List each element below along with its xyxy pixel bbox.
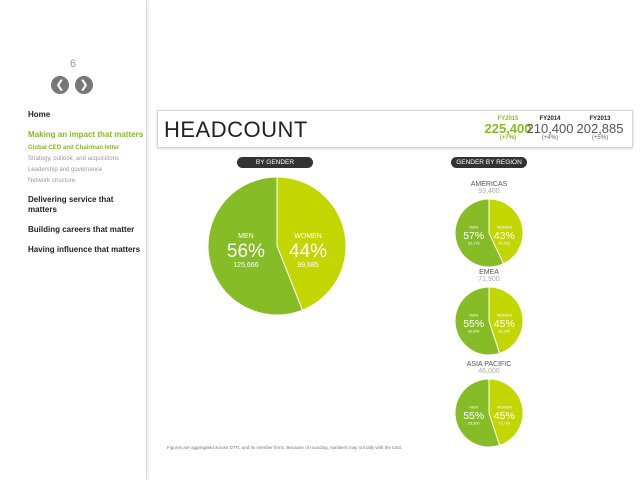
menu-item-service[interactable]: Delivering service that matters <box>28 195 114 214</box>
fy2014-stat <box>524 116 576 141</box>
women-label: WOMEN <box>294 233 322 240</box>
fy2013-change: (+5%) <box>591 135 609 141</box>
fy2015-label: FY2015 <box>497 116 519 122</box>
region-name: AMERICAS <box>470 181 508 188</box>
men-label: MEN <box>469 405 478 410</box>
menu-item-home[interactable]: Home <box>28 110 51 119</box>
region-name: EMEA <box>479 269 499 276</box>
men-label: MEN <box>469 225 478 230</box>
submenu-item-leadership[interactable]: Leadership and governance <box>28 167 103 173</box>
by-gender-label: BY GENDER <box>237 157 313 168</box>
fy2015-value: 225,400 <box>484 121 532 136</box>
submenu-impact <box>28 144 144 185</box>
menu-item-careers[interactable]: Building careers that matter <box>28 225 135 234</box>
page-title: HEADCOUNT <box>164 117 308 142</box>
region-title-emea <box>449 269 529 283</box>
region-total: 46,000 <box>478 368 500 375</box>
headcount-header <box>157 110 633 148</box>
region-total: 71,900 <box>478 276 500 283</box>
men-label: MEN <box>238 233 254 240</box>
women-percent: 43% <box>493 231 515 243</box>
submenu-item-strategy[interactable]: Strategy, outlook, and acquisitions <box>28 156 119 162</box>
menu-item-influence[interactable]: Having influence that matters <box>28 245 141 254</box>
nav-menu <box>28 110 144 265</box>
gender-pie-chart <box>207 176 347 316</box>
women-percent: 45% <box>493 411 515 423</box>
sidebar <box>0 0 147 480</box>
men-percent: 55% <box>463 319 485 331</box>
submenu-item-network[interactable]: Network structure <box>28 178 76 184</box>
men-percent: 57% <box>463 231 485 243</box>
fy2013-value: 202,885 <box>576 121 624 136</box>
women-label: WOMEN <box>496 405 512 410</box>
women-label: WOMEN <box>496 225 512 230</box>
emea-pie-chart <box>454 286 524 356</box>
men-count: 25,300 <box>467 421 480 426</box>
region-name: ASIA PACIFIC <box>466 361 512 368</box>
chevron-left-icon[interactable]: ❮ <box>51 76 69 94</box>
page-number: 6 <box>69 58 77 70</box>
region-total: 93,400 <box>478 188 500 195</box>
fy2014-label: FY2014 <box>539 116 561 122</box>
men-percent: 56% <box>226 241 265 262</box>
asia-pacific-pie-chart <box>454 378 524 448</box>
women-percent: 45% <box>493 319 515 331</box>
fy2013-stat <box>574 116 626 141</box>
fy2014-change: (+4%) <box>541 135 559 141</box>
women-count: 32,294 <box>498 329 511 334</box>
men-count: 125,666 <box>233 262 259 269</box>
menu-item-impact[interactable]: Making an impact that matters <box>28 130 144 139</box>
women-count: 20,700 <box>498 421 511 426</box>
women-count: 40,222 <box>498 241 511 246</box>
by-region-label: GENDER BY REGION <box>451 157 527 168</box>
women-percent: 44% <box>289 241 328 262</box>
men-percent: 55% <box>463 411 485 423</box>
men-label: MEN <box>469 313 478 318</box>
main-content <box>147 0 640 480</box>
chevron-right-icon[interactable]: ❯ <box>75 76 93 94</box>
region-title-asia-pacific <box>449 361 529 375</box>
region-title-americas <box>449 181 529 195</box>
fy2015-change: (+7%) <box>499 135 517 141</box>
submenu-item-ceo-letter[interactable]: Global CEO and Chairman letter <box>28 145 120 151</box>
men-count: 39,606 <box>467 329 480 334</box>
fy2013-label: FY2013 <box>589 116 611 122</box>
men-count: 53,178 <box>467 241 480 246</box>
footnote: Figures are aggregated across DTTL and its member firms. Because of rounding, numbers may not tally with the total. <box>167 445 402 450</box>
women-count: 99,685 <box>297 262 319 269</box>
women-label: WOMEN <box>496 313 512 318</box>
americas-pie-chart <box>454 198 524 268</box>
fy2014-value: 210,400 <box>526 121 574 136</box>
